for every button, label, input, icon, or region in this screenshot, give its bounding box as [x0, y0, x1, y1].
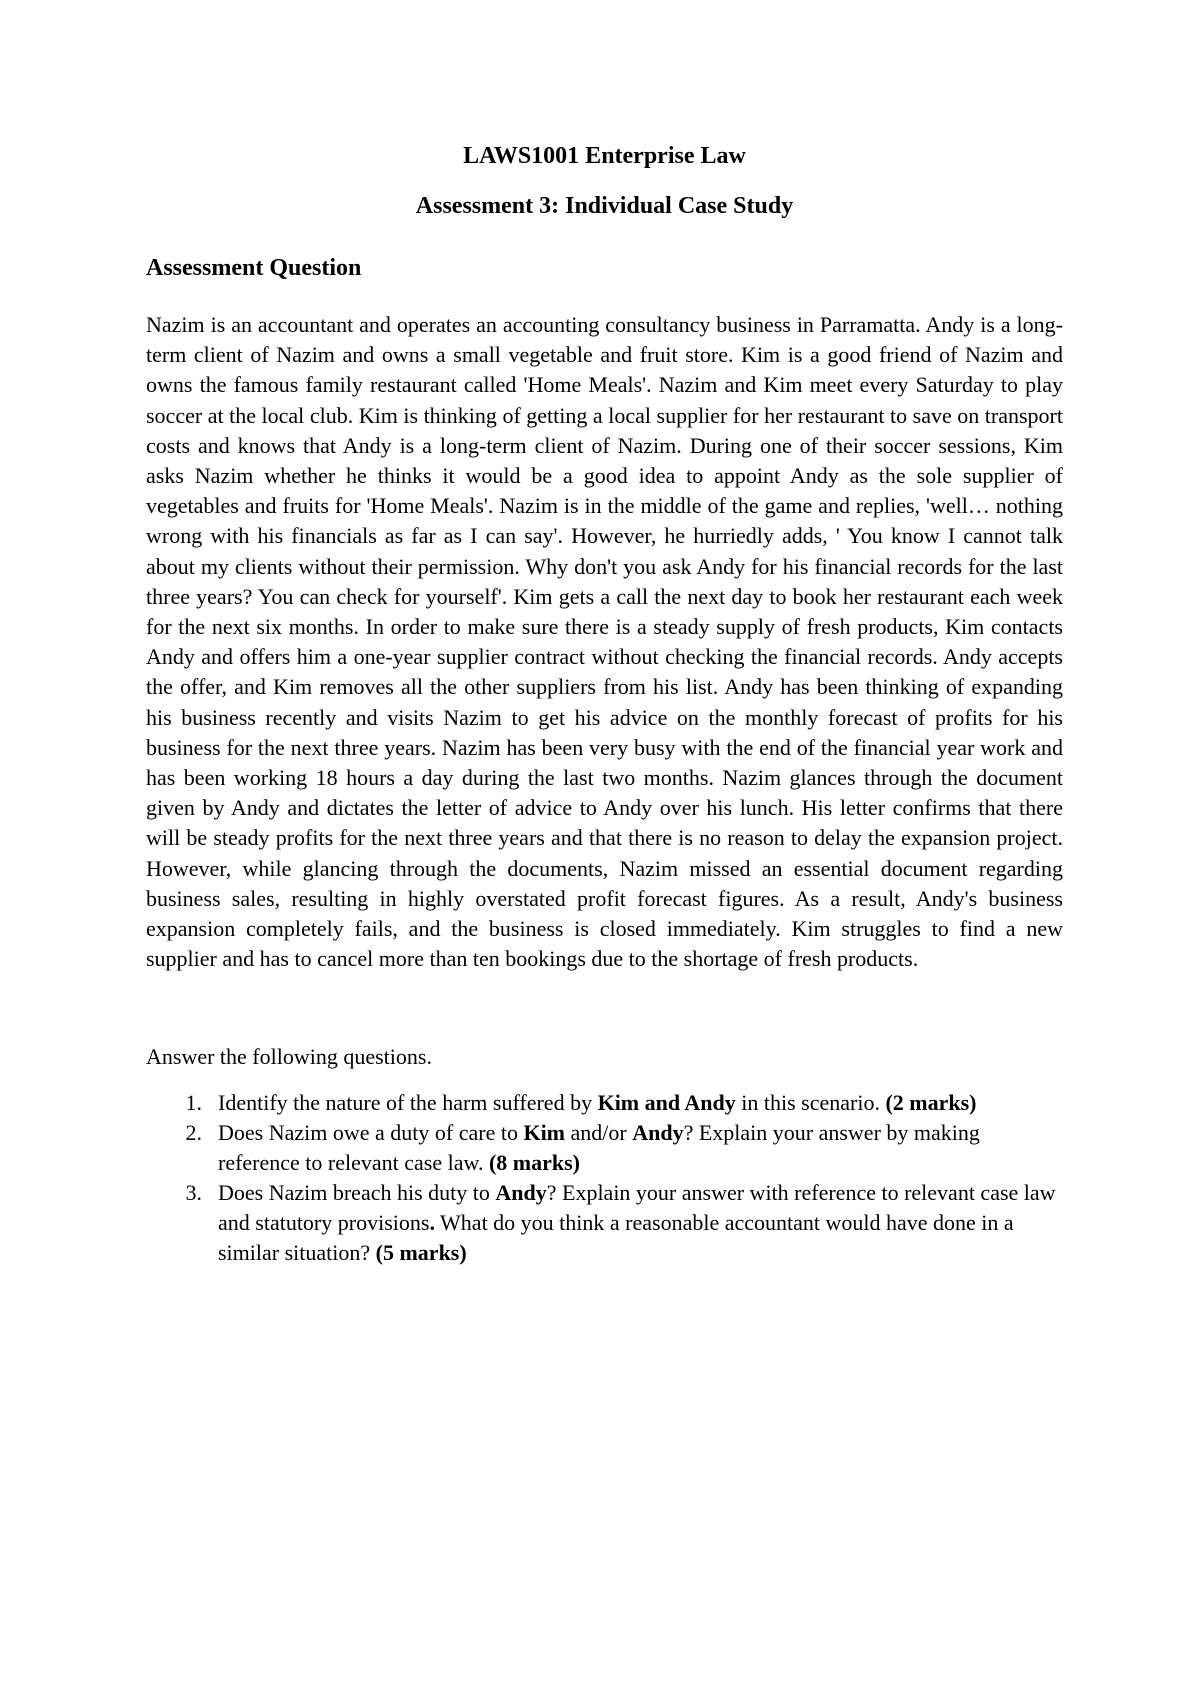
- question-marks: (2 marks): [885, 1090, 977, 1116]
- question-number: 3.: [185, 1180, 202, 1206]
- document-page: [146, 140, 1063, 1268]
- question-number: 1.: [185, 1090, 202, 1116]
- question-bold-part: Andy: [495, 1180, 547, 1206]
- question-part: What do you think a reasonable accountant would have done in a similar situation?: [218, 1210, 1014, 1266]
- question-item: [146, 1118, 1063, 1178]
- question-item: [146, 1088, 1063, 1118]
- question-list: [146, 1088, 1063, 1268]
- question-marks: (8 marks): [488, 1150, 580, 1176]
- question-part: Does Nazim owe a duty of care to: [218, 1120, 524, 1146]
- question-part: ? Explain your answer with reference to relevant case law and statutory provisions: [218, 1180, 1056, 1236]
- document-title: LAWS1001 Enterprise Law: [463, 143, 746, 169]
- document-subtitle: Assessment 3: Individual Case Study: [415, 193, 794, 219]
- question-bold-part: .: [429, 1210, 435, 1236]
- question-part: Does Nazim breach his duty to: [218, 1180, 496, 1206]
- section-heading: Assessment Question: [146, 255, 362, 281]
- question-bold-part: Andy: [632, 1120, 684, 1146]
- question-part: ? Explain your answer by making reference to relevant case law.: [218, 1120, 980, 1176]
- question-bold-part: Kim: [523, 1120, 566, 1146]
- question-part: Identify the nature of the harm suffered by: [218, 1090, 598, 1116]
- question-part: in this scenario.: [735, 1090, 886, 1116]
- question-text: [218, 1178, 1063, 1268]
- question-number: 2.: [185, 1120, 202, 1146]
- question-marks: (5 marks): [375, 1240, 467, 1266]
- question-text: [218, 1118, 1063, 1178]
- question-bold-part: Kim and Andy: [597, 1090, 736, 1116]
- question-part: and/or: [565, 1120, 633, 1146]
- scenario-paragraph: Nazim is an accountant and operates an accounting consultancy business in Parramatta. Andy is a long-term client of Nazim and owns a small vegetable and fruit store. Kim is a good friend of Nazim and owns the famous family restaurant called 'Home Meals'. Nazim and Kim meet every Saturday to play soccer at the local club. Kim is thinking of getting a local supplier for her restaurant to save on transport costs and knows that Andy is a long-term client of Nazim. During one of their soccer sessions, Kim asks Nazim whether he thinks it would be a good idea to appoint Andy as the sole supplier of vegetables and fruits for 'Home Meals'. Nazim is in the middle of the game and replies, 'well… nothing wrong with his financials as far as I can say'. However, he hurriedly adds, ' You know I cannot talk about my clients without their permission. Why don't you ask Andy for his financial records for the last three years? You can check for yourself'. Kim gets a call the next day to book her restaurant each week for the next six months. In order to make sure there is a steady supply of fresh products, Kim contacts Andy and offers him a one-year supplier contract without checking the financial records. Andy accepts the offer, and Kim removes all the other suppliers from his list. Andy has been thinking of expanding his business recently and visits Nazim to get his advice on the monthly forecast of profits for his business for the next three years. Nazim has been very busy with the end of the financial year work and has been working 18 hours a day during the last two months. Nazim glances through the document given by Andy and dictates the letter of advice to Andy over his lunch. His letter confirms that there will be steady profits for the next three years and that there is no reason to delay the expansion project. However, while glancing through the documents, Nazim missed an essential document regarding business sales, resulting in highly overstated profit forecast figures. As a result, Andy's business expansion completely fails, and the business is closed immediately. Kim struggles to find a new supplier and has to cancel more than ten bookings due to the shortage of fresh products.: [146, 312, 1063, 972]
- instruction-text: Answer the following questions.: [146, 1044, 432, 1070]
- question-text: [218, 1088, 1063, 1118]
- question-item: [146, 1178, 1063, 1268]
